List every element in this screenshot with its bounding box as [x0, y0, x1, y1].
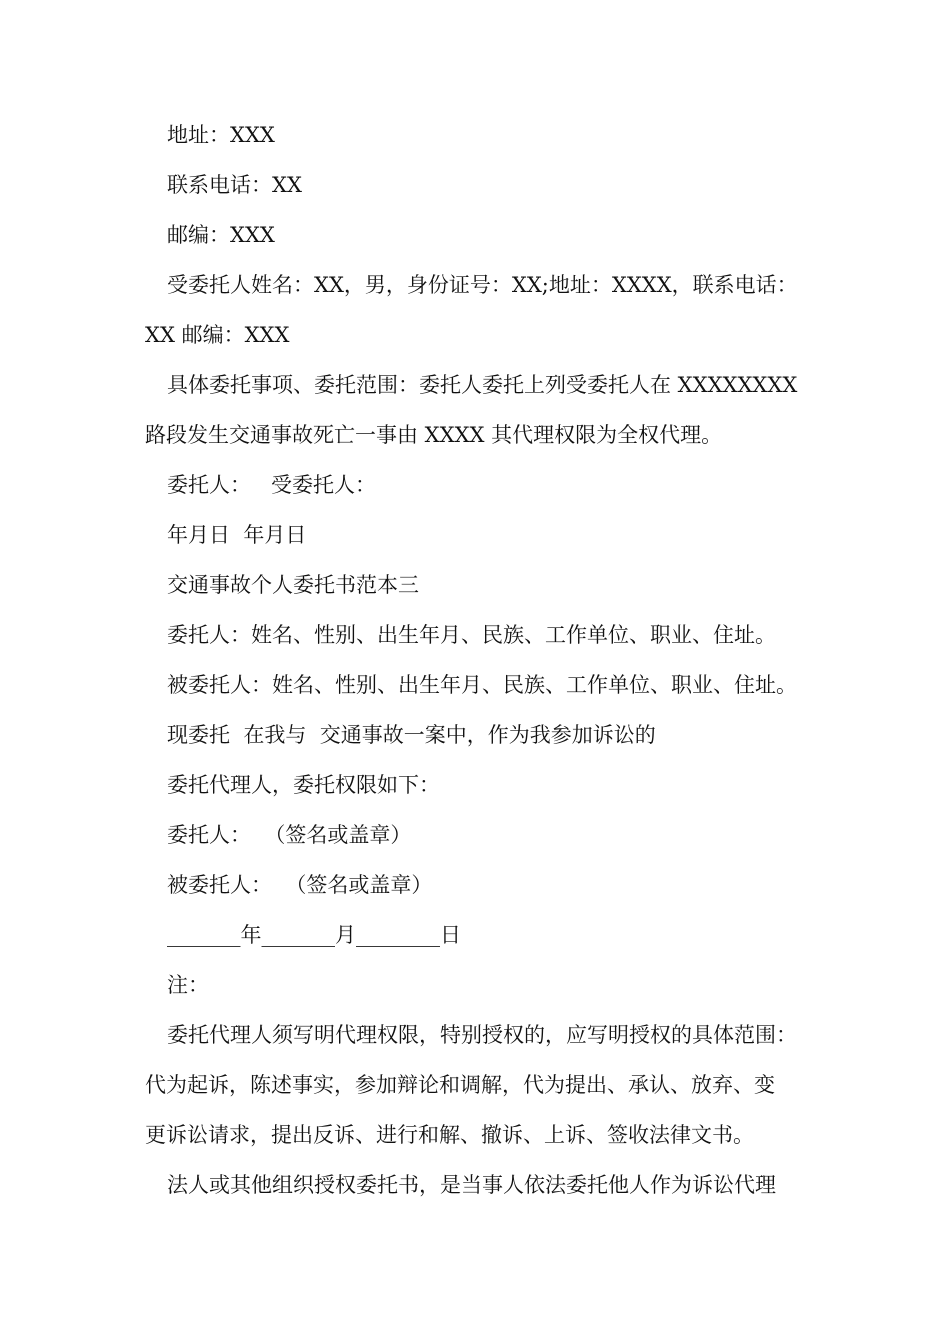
text-line-address: 地址：XXX — [167, 123, 275, 147]
text-line-signatories: 委托人： 受委托人： — [167, 473, 377, 497]
text-line-note-1: 委托代理人须写明代理权限，特别授权的，应写明授权的具体范围： — [167, 1023, 797, 1047]
section-heading-template-three: 交通事故个人委托书范本三 — [167, 573, 419, 597]
text-line-principal: 委托人：姓名、性别、出生年月、民族、工作单位、职业、住址。 — [167, 623, 776, 647]
text-line-note-2: 代为起诉，陈述事实，参加辩论和调解，代为提出、承认、放弃、变 — [145, 1073, 775, 1097]
text-line-scope: 委托代理人，委托权限如下： — [167, 773, 440, 797]
text-line-agent-sign: 被委托人： （签名或盖章） — [167, 873, 433, 897]
text-line-date-blanks: _______年_______月________日 — [167, 923, 461, 947]
text-line-agent: 被委托人：姓名、性别、出生年月、民族、工作单位、职业、住址。 — [167, 673, 797, 697]
text-line-note-4: 法人或其他组织授权委托书，是当事人依法委托他人作为诉讼代理 — [167, 1173, 776, 1197]
text-line-principal-sign: 委托人： （签名或盖章） — [167, 823, 412, 847]
text-line-note-3: 更诉讼请求，提出反诉、进行和解、撤诉、上诉、签收法律文书。 — [145, 1123, 754, 1147]
text-line-phone: 联系电话：XX — [167, 173, 302, 197]
text-line-entrust: 现委托 在我与 交通事故一案中，作为我参加诉讼的 — [167, 723, 656, 747]
text-line-note-label: 注： — [167, 973, 209, 997]
text-line-postcode: 邮编：XXX — [167, 223, 275, 247]
text-line-agent-info: 受委托人姓名：XX，男，身份证号：XX;地址：XXXX，联系电话： — [167, 273, 798, 297]
text-line-agent-info-cont: XX 邮编：XXX — [145, 323, 290, 347]
text-line-matters: 具体委托事项、委托范围：委托人委托上列受委托人在 XXXXXXXX — [167, 373, 798, 397]
text-line-matters-cont: 路段发生交通事故死亡一事由 XXXX 其代理权限为全权代理。 — [145, 423, 723, 447]
text-line-dates: 年月日 年月日 — [167, 523, 307, 547]
